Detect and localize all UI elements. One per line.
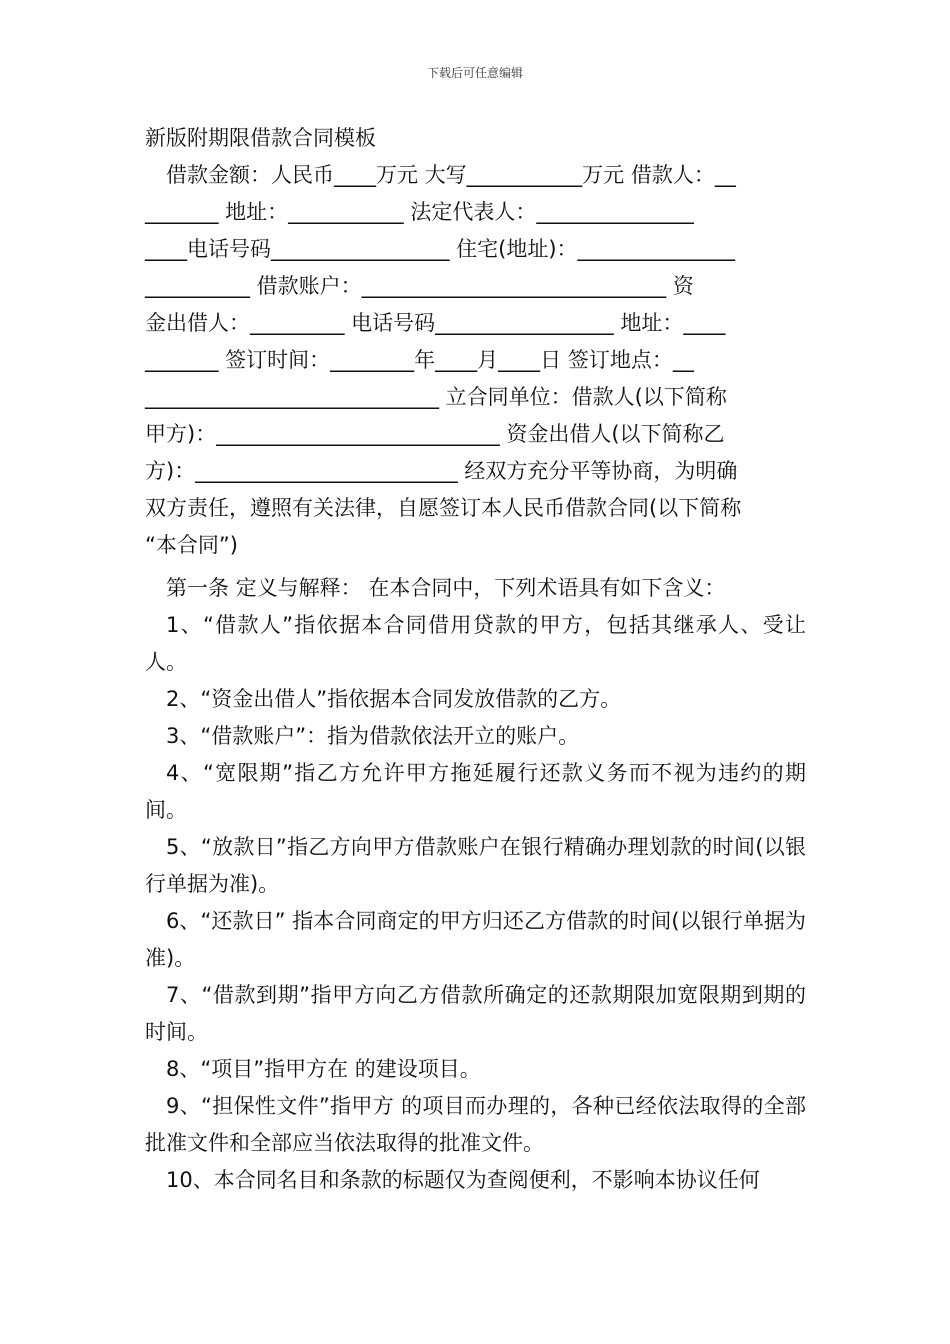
intro-line: 甲方)：___________________________ 资金出借人(以下简称乙 <box>145 422 725 446</box>
intro-line: __________ 借款账户：_____________________________ 资 <box>145 274 694 298</box>
intro-line: 借款金额：人民币____万元 大写___________万元 借款人：__ <box>166 163 736 187</box>
definition-item: 2、“资金出借人”指依据本合同发放借款的乙方。 <box>166 687 622 711</box>
intro-line: 双方责任，遵照有关法律，自愿签订本人民币借款合同(以下简称 <box>145 496 742 520</box>
definition-item: 1、“借款人”指依据本合同借用贷款的甲方，包括其继承人、受让人。 <box>145 613 806 674</box>
article-heading: 第一条 定义与解释： 在本合同中，下列术语具有如下含义： <box>166 576 726 600</box>
document-body <box>145 120 806 1199</box>
intro-line: ____电话号码_________________ 住宅(地址)：_______________ <box>145 237 736 261</box>
definition-item: 4、“宽限期”指乙方允许甲方拖延履行还款义务而不视为违约的期间。 <box>145 761 806 822</box>
definition-item: 9、“担保性文件”指甲方 的项目而办理的，各种已经依法取得的全部批准文件和全部应当依法取得的批准文件。 <box>145 1094 806 1155</box>
definition-item: 10、本合同名目和条款的标题仅为查阅便利，不影响本协议任何 <box>166 1168 760 1192</box>
definition-item: 3、“借款账户”：指为借款依法开立的账户。 <box>166 724 580 748</box>
definition-item: 5、“放款日”指乙方向甲方借款账户在银行精确办理划款的时间(以银行单据为准)。 <box>145 835 806 896</box>
intro-line: ____________________________ 立合同单位：借款人(以下简称 <box>145 385 727 409</box>
document-title: 新版附期限借款合同模板 <box>145 126 376 150</box>
definition-item: 7、“借款到期”指甲方向乙方借款所确定的还款期限加宽限期到期的时间。 <box>145 983 806 1044</box>
intro-line: 方)：_________________________ 经双方充分平等协商，为明确 <box>145 459 738 483</box>
intro-line: _______ 地址：___________ 法定代表人：_______________ <box>145 200 694 224</box>
intro-line: 金出借人：_________ 电话号码_________________ 地址：____ <box>145 311 726 335</box>
header-note: 下载后可任意编辑 <box>426 66 523 80</box>
intro-line: “本合同”) <box>145 533 238 557</box>
definition-item: 6、“还款日” 指本合同商定的甲方归还乙方借款的时间(以银行单据为准)。 <box>145 909 806 970</box>
definition-item: 8、“项目”指甲方在 的建设项目。 <box>166 1057 481 1081</box>
intro-line: _______ 签订时间：________年____月____日 签订地点：__ <box>145 348 694 372</box>
